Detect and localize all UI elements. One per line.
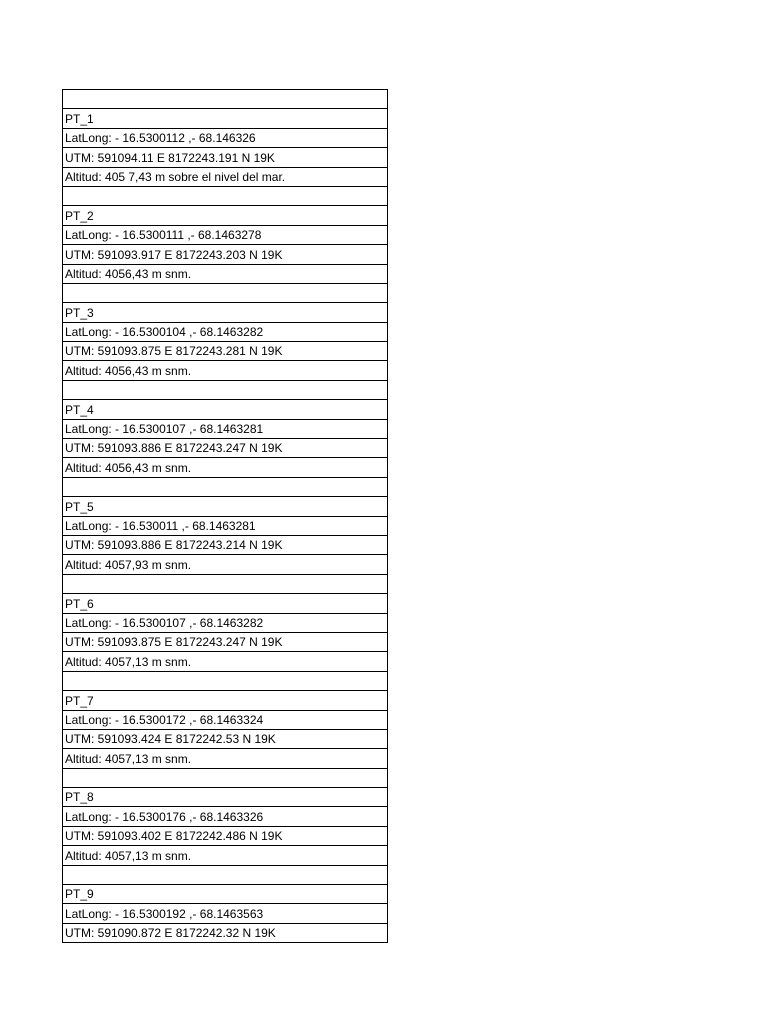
- table-row: [63, 904, 388, 923]
- empty-cell[interactable]: [63, 574, 388, 593]
- table-row: [63, 477, 388, 496]
- table-row: [63, 419, 388, 438]
- table-cell[interactable]: LatLong: - 16.5300107 ,- 68.1463281: [63, 419, 388, 438]
- table-row: [63, 148, 388, 167]
- table-cell[interactable]: UTM: 591093.875 E 8172243.281 N 19K: [63, 342, 388, 361]
- table-row: [63, 322, 388, 341]
- table-row: [63, 632, 388, 651]
- table-cell[interactable]: LatLong: - 16.530011 ,- 68.1463281: [63, 516, 388, 535]
- table-row: [63, 186, 388, 205]
- table-row: [63, 225, 388, 244]
- table-row: [63, 303, 388, 322]
- table-cell[interactable]: PT_9: [63, 885, 388, 904]
- table-row: [63, 458, 388, 477]
- table-row: [63, 691, 388, 710]
- table-cell[interactable]: UTM: 591093.886 E 8172243.247 N 19K: [63, 439, 388, 458]
- table-cell[interactable]: UTM: 591090.872 E 8172242.32 N 19K: [63, 923, 388, 942]
- table-row: [63, 652, 388, 671]
- table-row: [63, 342, 388, 361]
- table-row: [63, 807, 388, 826]
- table-row: [63, 516, 388, 535]
- points-table: [62, 89, 388, 943]
- empty-cell[interactable]: [63, 186, 388, 205]
- table-cell[interactable]: PT_1: [63, 109, 388, 128]
- table-cell[interactable]: LatLong: - 16.5300104 ,- 68.1463282: [63, 322, 388, 341]
- table-row: [63, 574, 388, 593]
- table-cell[interactable]: Altitud: 4057,13 m snm.: [63, 846, 388, 865]
- table-row: [63, 749, 388, 768]
- table-row: [63, 535, 388, 554]
- table-cell[interactable]: PT_2: [63, 206, 388, 225]
- table-cell[interactable]: Altitud: 4057,13 m snm.: [63, 652, 388, 671]
- table-row: [63, 128, 388, 147]
- table-cell[interactable]: LatLong: - 16.5300112 ,- 68.146326: [63, 128, 388, 147]
- table-cell[interactable]: PT_3: [63, 303, 388, 322]
- table-row: [63, 167, 388, 186]
- table-row: [63, 613, 388, 632]
- empty-cell[interactable]: [63, 768, 388, 787]
- table-cell[interactable]: UTM: 591093.402 E 8172242.486 N 19K: [63, 826, 388, 845]
- table-row: [63, 206, 388, 225]
- table-cell[interactable]: Altitud: 4057,13 m snm.: [63, 749, 388, 768]
- table-cell[interactable]: Altitud: 4056,43 m snm.: [63, 361, 388, 380]
- table-cell[interactable]: LatLong: - 16.5300176 ,- 68.1463326: [63, 807, 388, 826]
- table-row: [63, 594, 388, 613]
- table-cell[interactable]: Altitud: 405 7,43 m sobre el nivel del mar.: [63, 167, 388, 186]
- table-cell[interactable]: UTM: 591093.917 E 8172243.203 N 19K: [63, 245, 388, 264]
- empty-cell[interactable]: [63, 865, 388, 884]
- table-row: [63, 788, 388, 807]
- table-row: [63, 439, 388, 458]
- table-row: [63, 90, 388, 109]
- table-row: [63, 710, 388, 729]
- table-row: [63, 865, 388, 884]
- table-cell[interactable]: UTM: 591094.11 E 8172243.191 N 19K: [63, 148, 388, 167]
- table-row: [63, 729, 388, 748]
- empty-cell[interactable]: [63, 90, 388, 109]
- table-cell[interactable]: PT_7: [63, 691, 388, 710]
- table-row: [63, 283, 388, 302]
- table-row: [63, 400, 388, 419]
- table-row: [63, 361, 388, 380]
- table-cell[interactable]: Altitud: 4057,93 m snm.: [63, 555, 388, 574]
- table-row: [63, 826, 388, 845]
- table-cell[interactable]: Altitud: 4056,43 m snm.: [63, 458, 388, 477]
- table-cell[interactable]: UTM: 591093.875 E 8172243.247 N 19K: [63, 632, 388, 651]
- table-row: [63, 555, 388, 574]
- table-cell[interactable]: PT_6: [63, 594, 388, 613]
- table-row: [63, 109, 388, 128]
- table-row: [63, 671, 388, 690]
- table-cell[interactable]: LatLong: - 16.5300107 ,- 68.1463282: [63, 613, 388, 632]
- empty-cell[interactable]: [63, 477, 388, 496]
- table-cell[interactable]: LatLong: - 16.5300192 ,- 68.1463563: [63, 904, 388, 923]
- table-row: [63, 245, 388, 264]
- table-cell[interactable]: PT_8: [63, 788, 388, 807]
- table-cell[interactable]: UTM: 591093.424 E 8172242.53 N 19K: [63, 729, 388, 748]
- table-cell[interactable]: PT_5: [63, 497, 388, 516]
- empty-cell[interactable]: [63, 671, 388, 690]
- points-table-body: [63, 90, 388, 943]
- empty-cell[interactable]: [63, 283, 388, 302]
- table-cell[interactable]: UTM: 591093.886 E 8172243.214 N 19K: [63, 535, 388, 554]
- table-cell[interactable]: LatLong: - 16.5300172 ,- 68.1463324: [63, 710, 388, 729]
- table-cell[interactable]: LatLong: - 16.5300111 ,- 68.1463278: [63, 225, 388, 244]
- table-row: [63, 768, 388, 787]
- table-row: [63, 846, 388, 865]
- table-row: [63, 380, 388, 399]
- table-row: [63, 497, 388, 516]
- table-row: [63, 885, 388, 904]
- table-row: [63, 923, 388, 942]
- table-cell[interactable]: Altitud: 4056,43 m snm.: [63, 264, 388, 283]
- table-row: [63, 264, 388, 283]
- empty-cell[interactable]: [63, 380, 388, 399]
- table-cell[interactable]: PT_4: [63, 400, 388, 419]
